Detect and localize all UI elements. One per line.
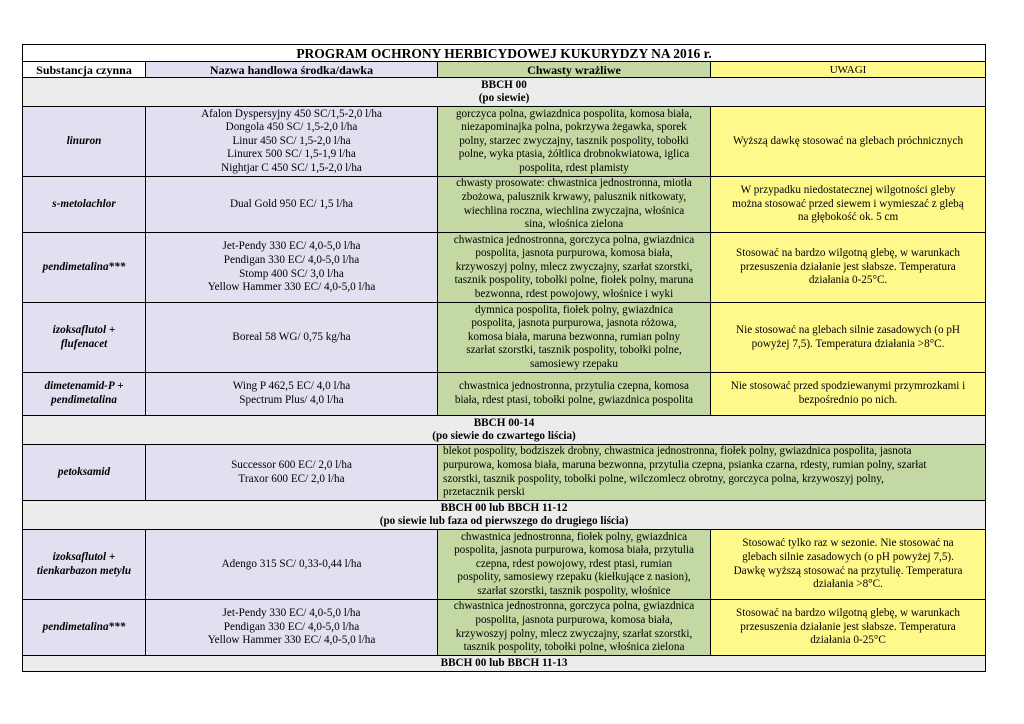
table-row — [23, 600, 986, 656]
weeds-cell-line: przetacznik perski — [443, 486, 525, 499]
table-row — [23, 445, 986, 501]
weeds-cell-line: pospolity, samosiewy rzepaku (kiełkujące z nasion), — [457, 571, 691, 584]
stage-label — [23, 416, 986, 445]
stage-label-line: (po siewie do czwartego liścia) — [432, 430, 576, 442]
weeds-cell-line: samosiewy rzepaku — [530, 357, 618, 370]
substance-cell — [23, 600, 146, 656]
notes-cell-line: przesuszenia działanie jest słabsze. Temperatura — [740, 260, 956, 273]
weeds-cell — [438, 600, 711, 656]
weeds-cell-line: tasznik pospolity, tobołki polne, włośnica zielona — [463, 641, 685, 654]
substance-cell-line: s-metolachlor — [52, 197, 116, 210]
substance-cell-line: pendimetalina*** — [42, 260, 126, 273]
notes-cell-line: bezpośrednio po nich. — [798, 394, 898, 406]
notes-cell — [711, 233, 986, 303]
weeds-cell-line: chwastnica jednostronna, gorczyca polna, gwiazdnica — [453, 600, 695, 613]
stage-label-line: BBCH 00-14 — [473, 416, 535, 429]
substance-cell-line: izoksaflutol + — [52, 550, 116, 563]
weeds-cell — [438, 373, 711, 416]
notes-cell-line: działania 0-25°C — [810, 634, 886, 647]
product-cell-line: Afalon Dyspersyjny 450 SC/1,5-2,0 l/ha — [201, 107, 382, 120]
weeds-cell-line: pospolita, rdest plamisty — [519, 161, 629, 174]
weeds-cell-line: gorczyca polna, gwiazdnica pospolita, komosa biała, — [455, 107, 693, 120]
weeds-cell-line: chwastnica jednostronna, fiołek polny, gwiazdnica — [460, 530, 688, 543]
weeds-cell-line: wiechlina roczna, wiechlina zwyczajna, włośnica — [463, 204, 685, 217]
weeds-cell-line: zbożowa, palusznik krwawy, palusznik nitkowaty, — [461, 190, 687, 203]
weeds-cell-line: dymnica pospolita, fiołek polny, gwiazdnica — [474, 303, 674, 316]
substance-cell-line: izoksaflutol + — [52, 323, 116, 336]
substance-cell-line: pendimetalina*** — [42, 620, 126, 633]
header-substance: Substancja czynna — [23, 62, 146, 78]
product-cell-line: Boreal 58 WG/ 0,75 kg/ha — [232, 330, 351, 343]
product-cell — [146, 373, 438, 416]
stage-row — [23, 656, 986, 672]
header-product: Nazwa handlowa środka/dawka — [146, 62, 438, 78]
product-cell-line: Adengo 315 SC/ 0,33-0,44 l/ha — [221, 557, 362, 570]
notes-cell-line: Nie stosować przed spodziewanymi przymrozkami i — [730, 380, 966, 393]
stage-label-line: BBCH 00 lub BBCH 11-13 — [440, 656, 568, 669]
substance-cell — [23, 303, 146, 373]
stage-row — [23, 416, 986, 445]
notes-cell-line: działania 0-25°C. — [808, 274, 888, 287]
notes-cell-line: Stosować na bardzo wilgotną glebę, w warunkach — [736, 247, 961, 260]
notes-cell-line: Wyższą dawkę stosować na glebach próchnicznych — [732, 134, 964, 147]
weeds-cell-line: polny, starzec zwyczajny, tasznik pospolity, tobołki — [459, 134, 689, 147]
weeds-cell-line: niezapominajka polna, pokrzywa żegawka, sporek — [461, 121, 687, 134]
product-cell — [146, 233, 438, 303]
product-cell-line: Dongola 450 SC/ 1,5-2,0 l/ha — [225, 121, 358, 134]
notes-cell — [711, 530, 986, 600]
header-notes: UWAGI — [711, 62, 986, 78]
product-cell-line: Pendigan 330 EC/ 4,0-5,0 l/ha — [223, 620, 360, 633]
weeds-cell-line: pospolita, jasnota purpurowa, komosa biała, — [475, 613, 673, 626]
substance-cell — [23, 530, 146, 600]
product-cell — [146, 445, 438, 501]
product-cell-line: Yellow Hammer 330 EC/ 4,0-5,0 l/ha — [207, 281, 376, 294]
weeds-cell-line: szarłat szorstki, tasznik pospolity, tobołki polne, — [466, 344, 682, 357]
product-cell-line: Successor 600 EC/ 2,0 l/ha — [231, 458, 352, 471]
stage-label-line: BBCH 00 — [481, 78, 527, 91]
page-title: PROGRAM OCHRONY HERBICYDOWEJ KUKURYDZY NA 2016 r. — [23, 45, 986, 62]
notes-cell-line: Stosować tylko raz w sezonie. Nie stosować na — [742, 537, 954, 550]
program-table — [22, 44, 986, 672]
substance-cell — [23, 233, 146, 303]
weeds-cell-line: chwastnica jednostronna, gorczyca polna, gwiazdnica — [453, 233, 695, 246]
table-row — [23, 107, 986, 177]
weeds-cell-line: tasznik pospolity, tobołki polne, fiołek polny, maruna — [454, 274, 694, 287]
stage-label — [23, 501, 986, 530]
product-cell — [146, 530, 438, 600]
product-cell-line: Jet-Pendy 330 EC/ 4,0-5,0 l/ha — [222, 607, 361, 620]
weeds-cell — [438, 303, 711, 373]
notes-cell-line: na głębokość ok. 5 cm — [797, 211, 899, 224]
product-cell-line: Pendigan 330 EC/ 4,0-5,0 l/ha — [223, 253, 360, 266]
product-cell — [146, 303, 438, 373]
product-cell-line: Spectrum Plus/ 4,0 l/ha — [239, 394, 344, 406]
weeds-cell — [438, 107, 711, 177]
notes-cell-line: W przypadku niedostatecznej wilgotności gleby — [740, 184, 956, 197]
weeds-cell — [438, 530, 711, 600]
product-cell — [146, 600, 438, 656]
notes-cell-line: Dawkę wyższą stosować na przytulię. Temperatura — [733, 564, 963, 577]
weeds-cell-line: pospolita, jasnota purpurowa, komosa biała, — [475, 247, 673, 260]
weeds-cell-line: purpurowa, komosa biała, maruna bezwonna, przytulia czepna, psianka czarna, rdesty, rumian polny, szarłat — [443, 458, 927, 471]
weeds-cell-line: polne, wyka ptasia, żółtlica drobnokwiatowa, iglica — [458, 148, 690, 161]
stage-label — [23, 78, 986, 107]
product-cell-line: Dual Gold 950 EC/ 1,5 l/ha — [229, 197, 354, 210]
product-cell-line: Nightjar C 450 SC/ 1,5-2,0 l/ha — [221, 161, 362, 174]
product-cell — [146, 107, 438, 177]
substance-cell-line: dimetenamid-P + — [44, 380, 124, 393]
notes-cell — [711, 177, 986, 233]
notes-cell — [711, 600, 986, 656]
product-cell-line: Traxor 600 EC/ 2,0 l/ha — [238, 472, 345, 485]
substance-cell — [23, 373, 146, 416]
stage-label-line: (po siewie lub faza od pierwszego do drugiego liścia) — [379, 515, 629, 527]
notes-cell — [711, 107, 986, 177]
weeds-cell-line: pospolita, jasnota purpurowa, jasnota różowa, — [471, 317, 677, 330]
weeds-cell — [438, 445, 986, 501]
weeds-cell-line: szarłat szorstki, tasznik pospolity, włośnice — [477, 584, 671, 597]
product-cell-line: Stomp 400 SC/ 3,0 l/ha — [239, 267, 344, 280]
product-cell — [146, 177, 438, 233]
notes-cell-line: działania >8°C. — [813, 578, 883, 591]
product-cell-line: Linurex 500 SC/ 1,5-1,9 l/ha — [227, 148, 356, 161]
notes-cell — [711, 373, 986, 416]
table-row — [23, 373, 986, 416]
stage-label — [23, 656, 986, 672]
stage-label-line: BBCH 00 lub BBCH 11-12 — [440, 501, 568, 514]
product-cell-line: Wing P 462,5 EC/ 4,0 l/ha — [232, 380, 351, 393]
weeds-cell-line: pospolita, jasnota purpurowa, komosa biała, przytulia — [454, 544, 694, 557]
weeds-cell-line: sina, włośnica zielona — [524, 218, 624, 231]
notes-cell-line: powyżej 7,5). Temperatura działania >8°C. — [751, 337, 945, 350]
weeds-cell-line: bezwonna, rdest powojowy, włośnice i wyki — [474, 287, 674, 300]
weeds-cell-line: biała, rdest ptasi, tobołki polne, gwiazdnica pospolita — [454, 394, 694, 406]
substance-cell — [23, 177, 146, 233]
weeds-cell-line: chwastnica jednostronna, przytulia czepna, komosa — [459, 380, 689, 393]
product-cell-line: Yellow Hammer 330 EC/ 4,0-5,0 l/ha — [207, 634, 376, 647]
notes-cell — [711, 303, 986, 373]
stage-label-line: (po siewie) — [478, 92, 530, 104]
stage-row — [23, 501, 986, 530]
weeds-cell — [438, 177, 711, 233]
product-cell-line: Linur 450 SC/ 1,5-2,0 l/ha — [232, 134, 351, 147]
weeds-cell-line: krzywoszyj polny, mlecz zwyczajny, szarłat szorstki, — [455, 627, 693, 640]
notes-cell-line: Nie stosować na glebach silnie zasadowych (o pH — [736, 323, 961, 336]
notes-cell-line: przesuszenia działanie jest słabsze. Temperatura — [740, 620, 956, 633]
notes-cell-line: glebach silnie zasadowych (o pH powyżej 7,5). — [742, 550, 954, 563]
product-cell-line: Jet-Pendy 330 EC/ 4,0-5,0 l/ha — [222, 240, 361, 253]
table-row — [23, 233, 986, 303]
table-row — [23, 303, 986, 373]
weeds-cell-line: komosa biała, maruna bezwonna, rumian polny — [467, 330, 681, 343]
table-row — [23, 177, 986, 233]
substance-cell — [23, 107, 146, 177]
weeds-cell-line: chwasty prosowate: chwastnica jednostronna, miotła — [456, 177, 692, 190]
header-weeds: Chwasty wrażliwe — [438, 62, 711, 78]
weeds-cell-line: szorstki, tasznik pospolity, tobołki polne, wilczomlecz obrotny, gorczyca polna, krzywoszyj polny, — [443, 472, 884, 485]
weeds-cell-line: krzywoszyj polny, mlecz zwyczajny, szarłat szorstki, — [455, 260, 693, 273]
substance-cell-line: linuron — [66, 134, 102, 147]
substance-cell-line: flufenacet — [60, 337, 108, 350]
table-row — [23, 530, 986, 600]
substance-cell-line: pendimetalina — [51, 394, 117, 406]
substance-cell-line: tienkarbazon metylu — [36, 564, 132, 577]
notes-cell-line: można stosować przed siewem i wymieszać z glebą — [732, 197, 964, 210]
substance-cell — [23, 445, 146, 501]
weeds-cell — [438, 233, 711, 303]
notes-cell-line: Stosować na bardzo wilgotną glebę, w warunkach — [736, 607, 961, 620]
weeds-cell-line: blekot pospolity, bodziszek drobny, chwastnica jednostronna, fiołek polny, gwiazdnica pospolita, jasnota — [443, 445, 912, 458]
substance-cell-line: petoksamid — [57, 465, 111, 478]
herbicide-program-sheet — [22, 44, 985, 672]
weeds-cell-line: czepna, rdest powojowy, rdest ptasi, rumian — [475, 557, 673, 570]
stage-row — [23, 78, 986, 107]
